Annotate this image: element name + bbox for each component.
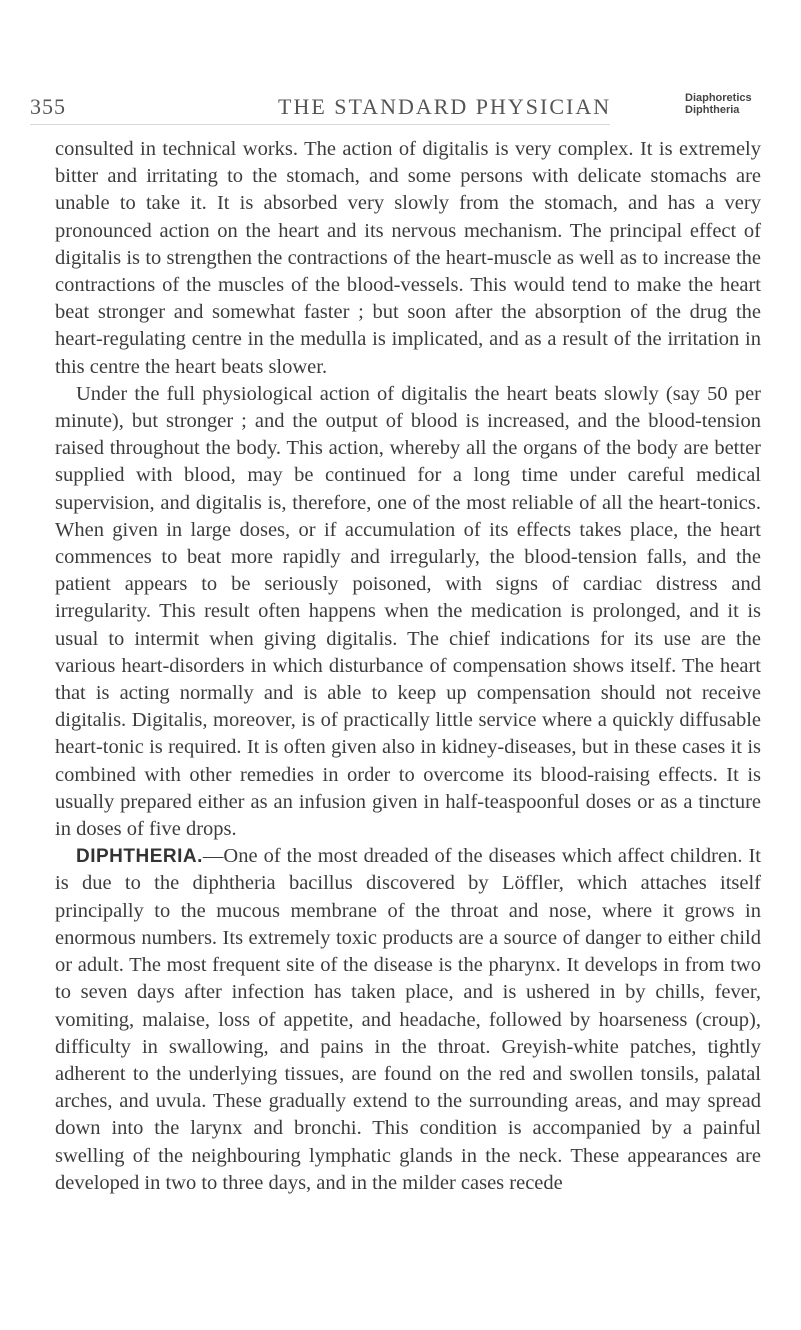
- side-tags: [685, 92, 752, 116]
- paragraph-digitalis-effects: Under the full physiological action of digitalis the heart beats slowly (say 50 per minute), but stronger ; and the output of blood is increased, and the blood-tension raised throughout the body. This action, whereby all the organs of the body are better supplied with blood, may be continued for a long time under careful medical supervision, and digitalis is, therefore, one of the most reliable of all the heart-tonics. When given in large doses, or if accumulation of its effects takes place, the heart commences to beat more rapidly and irregularly, the blood-tension falls, and the patient appears to be seriously poisoned, with signs of cardiac distress and irregularity. This result often happens when the medication is prolonged, and it is usual to intermit when giving digitalis. The chief indications for its use are the various heart-disorders in which disturbance of compensation shows itself. The heart that is acting normally and is able to keep up compensation should not receive digitalis. Digitalis, moreover, is of practically little service where a quickly diffusable heart-tonic is required. It is often given also in kidney-diseases, but in these cases it is combined with other remedies in order to overcome its blood-raising effects. It is usually prepared either as an infusion given in half-teaspoonful doses or as a tincture in doses of five drops.: [55, 382, 761, 841]
- paragraph-digitalis-action: consulted in technical works. The action of digitalis is very complex. It is extremely bitter and irritating to the stomach, and some persons with delicate stomachs are unable to take it. It is absorbed very slowly from the stomach, and has a very pronounced action on the heart and its nervous mechanism. The principal effect of digitalis is to strengthen the contractions of the heart-muscle as well as to increase the contractions of the muscles of the blood-vessels. This would tend to make the heart beat stronger and somewhat faster ; but soon after the absorption of the drug the heart-regulating centre in the medulla is implicated, and as a result of the irritation in this centre the heart beats slower.: [55, 138, 761, 378]
- paragraph-diphtheria: [55, 843, 761, 1197]
- running-header: [30, 92, 752, 122]
- side-tag-diaphoretics: Diaphoretics: [685, 92, 752, 104]
- diphtheria-text: —One of the most dreaded of the diseases which affect children. It is due to the diphtheria bacillus discovered by Löffler, which attaches itself principally to the mucous membrane of the throat and nose, where it grows in enormous numbers. Its extremely toxic products are a source of danger to either child or adult. The most frequent site of the disease is the pharynx. It develops in from two to seven days after infection has taken place, and is ushered in by chills, fever, vomiting, malaise, loss of appetite, and headache, followed by hoarseness (croup), difficulty in swallowing, and pains in the throat. Greyish-white patches, tightly adherent to the underlying tissues, are found on the red and swollen tonsils, palatal arches, and uvula. These gradually extend to the surrounding areas, and may spread down into the larynx and bronchi. This condition is accompanied by a painful swelling of the neighbouring lymphatic glands in the neck. These appearances are developed in two to three days, and in the milder cases recede: [55, 845, 761, 1194]
- body-text: [55, 136, 761, 1197]
- side-tag-diphtheria: Diphtheria: [685, 104, 740, 116]
- header-rule: [30, 124, 610, 125]
- book-title: THE STANDARD PHYSICIAN: [278, 94, 612, 119]
- diphtheria-heading: DIPHTHERIA.: [76, 846, 203, 868]
- page-number: 355: [30, 94, 66, 119]
